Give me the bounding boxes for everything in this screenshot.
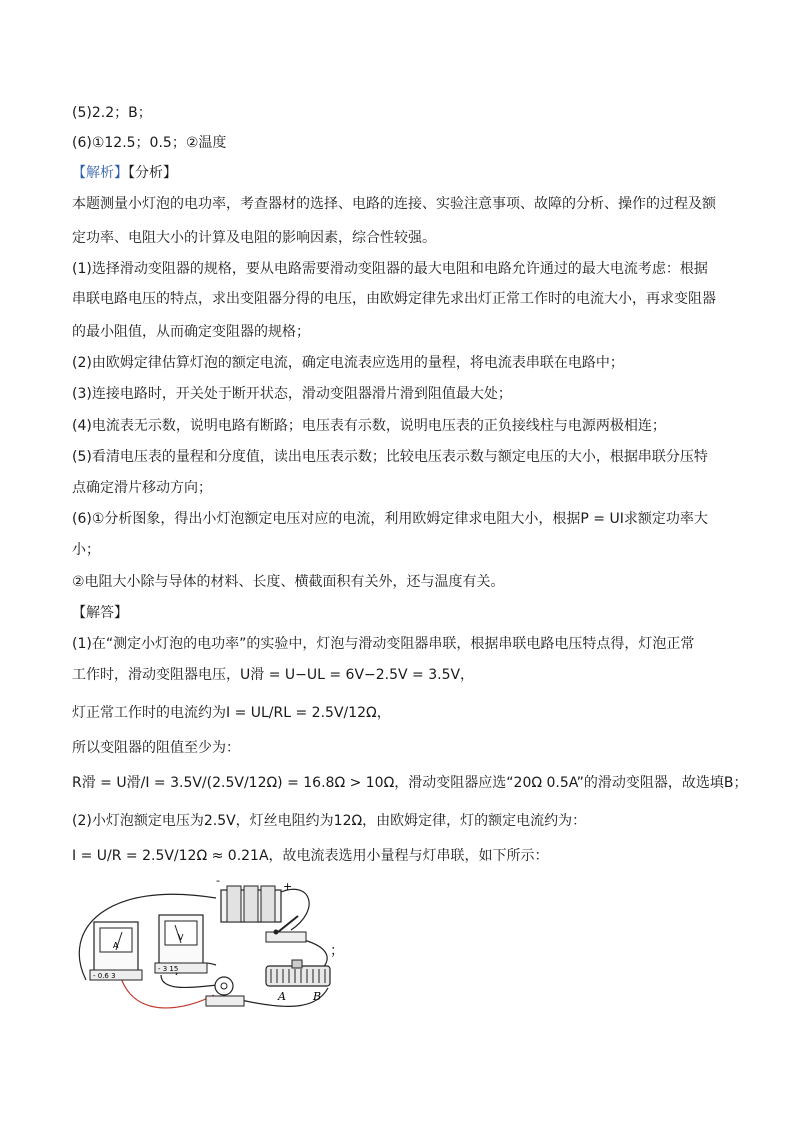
analysis-p5-1: (5)看清电压表的量程和分度值，读出电压表示数；比较电压表示数与额定电压的大小，根据串联分压特	[72, 449, 708, 465]
section-heading-solution: 【解答】	[72, 605, 128, 621]
analysis-p1-1: (1)选择滑动变阻器的规格，要从电路需要滑动变阻器的最大电阻和电路允许通过的最大电流考虑：根据	[72, 261, 708, 277]
ammeter-label: A	[113, 941, 119, 950]
battery-plus-label: +	[283, 880, 293, 893]
analysis-p6-3: ②电阻大小除与导体的材料、长度、横截面积有关外，还与温度有关。	[72, 574, 505, 590]
analysis-intro-2: 定功率、电阻大小的计算及电阻的影响因素，综合性较强。	[72, 230, 436, 246]
analysis-p6-2: 小；	[72, 542, 100, 558]
wire-battery-switch	[281, 889, 309, 930]
analysis-p2: (2)由欧姆定律估算灯泡的额定电流，确定电流表应选用的量程，将电流表串联在电路中；	[72, 355, 624, 371]
tag-fenxi: 【分析】	[128, 165, 177, 181]
tag-jiexi: 【解析】	[72, 165, 128, 181]
battery-minus-label: -	[216, 874, 220, 887]
analysis-p3: (3)连接电路时，开关处于断开状态，滑动变阻器滑片滑到阻值最大处；	[72, 386, 512, 402]
voltmeter	[155, 915, 207, 973]
solution-1-1: (1)在“测定小灯泡的电功率”的实验中，灯泡与滑动变阻器串联，根据串联电路电压特点得，灯泡正常	[72, 636, 695, 652]
circuit-diagram	[66, 870, 366, 1030]
wire-voltmeter-lamp	[161, 975, 221, 988]
analysis-p1-3: 的最小阻值，从而确定变阻器的规格；	[72, 324, 310, 340]
rheostat-terminal-a: A	[278, 990, 286, 1003]
solution-1-5: R滑 = U滑/I = 3.5V/(2.5V/12Ω) = 16.8Ω > 10Ω，滑动变阻器应选“20Ω 0.5A”的滑动变阻器，故选填B；	[72, 775, 748, 791]
diagram-tail-punctuation: ；	[330, 943, 344, 959]
rheostat-terminal-b: B	[313, 990, 322, 1003]
analysis-intro-1: 本题测量小灯泡的电功率，考查器材的选择、电路的连接、实验注意事项、故障的分析、操作的过程及额	[72, 196, 716, 212]
section-heading-analysis	[72, 163, 722, 183]
rheostat	[266, 960, 330, 1003]
answer-6: (6)①12.5；0.5；②温度	[72, 135, 227, 151]
battery	[216, 874, 292, 922]
lamp	[206, 977, 244, 1006]
solution-1-3: 灯正常工作时的电流约为I = UL/RL = 2.5V/12Ω，	[72, 705, 391, 721]
analysis-p1-2: 串联电路电压的特点，求出变阻器分得的电压，由欧姆定律先求出灯正常工作时的电流大小，再求变阻器	[72, 291, 716, 307]
solution-1-2: 工作时，滑动变阻器电压，U滑 = U−UL = 6V−2.5V = 3.5V，	[72, 667, 475, 683]
ammeter	[90, 922, 142, 980]
voltmeter-label: V	[178, 933, 184, 942]
wire-ammeter-lamp	[121, 978, 214, 1008]
solution-2-2: I = U/R = 2.5V/12Ω ≈ 0.21A，故电流表选用小量程与灯串联，如下所示：	[72, 848, 549, 864]
voltmeter-terminals: - 3 15	[158, 965, 179, 973]
solution-1-4: 所以变阻器的阻值至少为：	[72, 740, 240, 756]
analysis-p5-2: 点确定滑片移动方向；	[72, 480, 212, 496]
ammeter-terminals: - 0.6 3	[93, 972, 116, 980]
analysis-p6-1: (6)①分析图象，得出小灯泡额定电压对应的电流，利用欧姆定律求电阻大小，根据P = UI求额定功率大	[72, 511, 708, 527]
analysis-p4: (4)电流表无示数，说明电路有断路；电压表有示数，说明电压表的正负接线柱与电源两极相连；	[72, 418, 666, 434]
answer-5: (5)2.2；B；	[72, 105, 152, 121]
solution-2-1: (2)小灯泡额定电压为2.5V，灯丝电阻约为12Ω，由欧姆定律，灯的额定电流约为：	[72, 813, 587, 829]
